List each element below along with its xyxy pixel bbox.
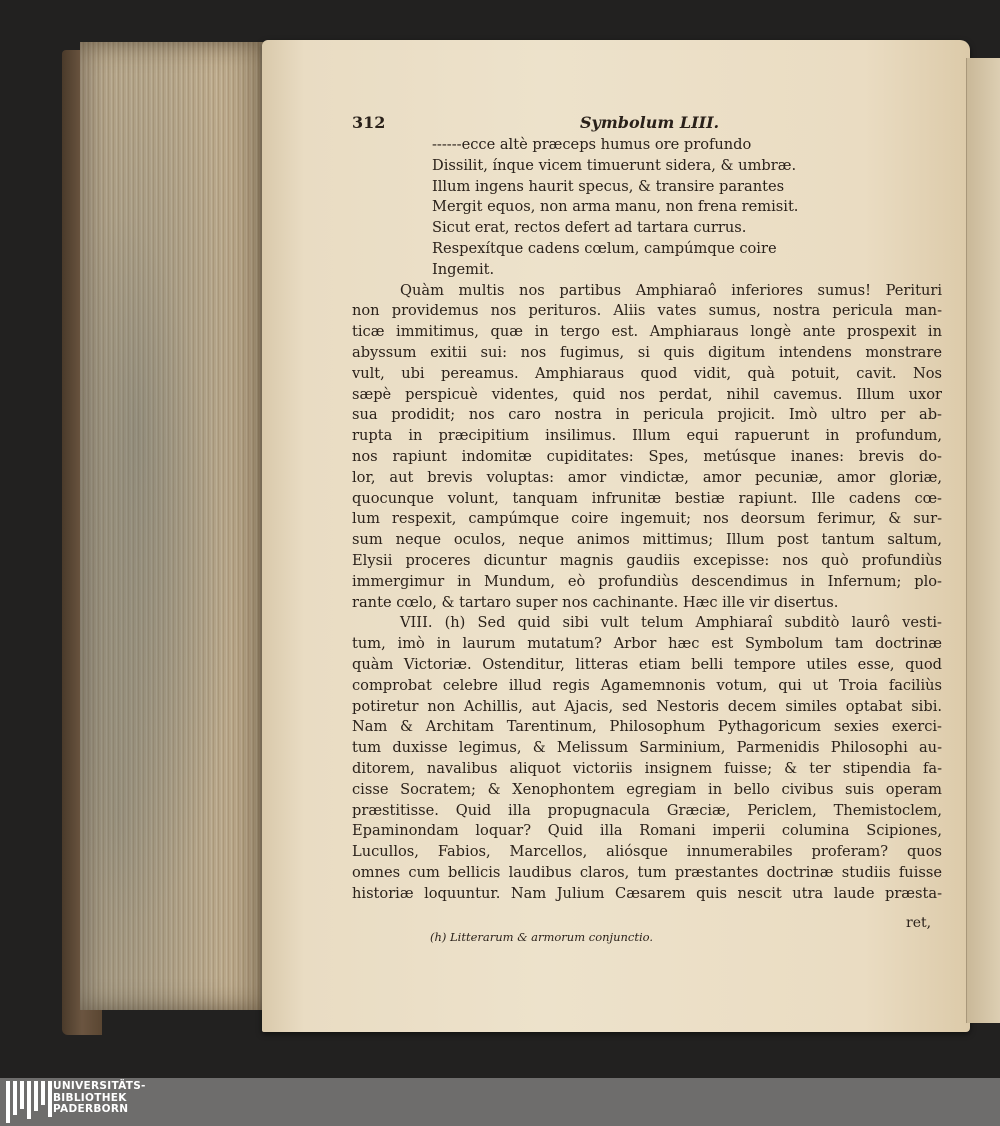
prose-line: historiæ loquuntur. Nam Julium Cæsarem quis nescit utra laude præsta-	[352, 884, 942, 902]
running-head: Symbolum LIII.	[580, 113, 720, 132]
prose-line: rante cœlo, & tartaro super nos cachinante. Hæc ille vir disertus.	[352, 593, 839, 611]
catchword: ret,	[906, 915, 932, 931]
verse-line: ------ecce altè præceps humus ore profundo	[432, 136, 752, 153]
prose-line: sum neque oculos, neque animos mittimus; Illum post tantum saltum,	[352, 531, 942, 549]
prose-line: immergimur in Mundum, eò profundiùs descendimus in Infernum; plo-	[352, 572, 942, 590]
verse-line: Respexítque cadens cœlum, campúmque coire	[432, 239, 777, 257]
prose-line: vult, ubi pereamus. Amphiaraus quod vidit, quà potuit, cavit. Nos	[352, 364, 942, 382]
prose-line: abyssum exitii sui: nos fugimus, si quis digitum intendens monstrare	[352, 343, 942, 361]
prose-line: cisse Socratem; & Xenophontem egregiam in bello civibus suis operam	[352, 780, 942, 798]
prose-line: potiretur non Achillis, aut Ajacis, sed Nestoris decem similes optabat sibi.	[352, 697, 942, 715]
prose-line: præstitisse. Quid illa propugnacula Græciæ, Periclem, Themistoclem,	[352, 801, 942, 819]
facing-page-edge	[966, 58, 1000, 1023]
library-footer-bar	[0, 1078, 1000, 1126]
verse-line: Ingemit.	[432, 260, 495, 278]
library-logo-text	[53, 1081, 146, 1116]
prose-line: lor, aut brevis voluptas: amor vindictæ, amor pecuniæ, amor gloriæ,	[352, 468, 942, 486]
prose-line: Quàm multis nos partibus Amphiaraô inferiores sumus! Perituri	[400, 281, 942, 299]
logo-line: BIBLIOTHEK	[53, 1091, 127, 1104]
verse-block	[352, 135, 942, 281]
page-text	[352, 113, 942, 904]
footnote: (h) Litterarum & armorum conjunctio.	[430, 930, 654, 944]
verse-line: Dissilit, ínque vicem timuerunt sidera, & umbræ.	[432, 156, 797, 174]
prose-line: ditorem, navalibus aliquot victoriis insignem fuisse; & ter stipendia fa-	[352, 759, 942, 777]
verse-line: Mergit equos, non arma manu, non frena remisit.	[432, 198, 799, 216]
prose-line: tum duxisse legimus, & Melissum Sarminium, Parmenidis Philosophi au-	[352, 739, 942, 757]
prose-line: comprobat celebre illud regis Agamemnonis votum, qui ut Troia faciliùs	[352, 676, 942, 694]
prose-line: Elysii proceres dicuntur magnis gaudiis excepisse: nos quò profundiùs	[352, 551, 942, 569]
prose-line: rupta in præcipitium insilimus. Illum equi rapuerunt in profundum,	[352, 427, 942, 445]
prose-line: omnes cum bellicis laudibus claros, tum præstantes doctrinæ studiis fuisse	[352, 863, 942, 881]
prose-line: quocunque volunt, tanquam infrunitæ bestiæ rapiunt. Ille cadens cœ-	[352, 489, 942, 507]
verse-line: Sicut erat, rectos defert ad tartara currus.	[432, 219, 747, 237]
prose-line: Lucullos, Fabios, Marcellos, aliósque innumerabiles proferam? quos	[352, 843, 942, 861]
logo-line: PADERBORN	[53, 1103, 129, 1115]
prose-line: Nam & Architam Tarentinum, Philosophum Pythagoricum sexies exerci-	[352, 718, 942, 736]
prose-line: VIII. (h) Sed quid sibi vult telum Amphiaraî subditò laurô vesti-	[400, 614, 942, 632]
page-header	[352, 113, 942, 135]
library-logo-icon	[6, 1081, 52, 1123]
prose-line: ticæ immitimus, quæ in tergo est. Amphiaraus longè ante prospexit in	[352, 323, 942, 341]
prose-line: quàm Victoriæ. Ostenditur, litteras etiam belli tempore utiles esse, quod	[352, 655, 942, 673]
logo-line: UNIVERSITÄTS-	[53, 1080, 146, 1092]
prose-line: sua prodidit; nos caro nostra in pericula projicit. Imò ultro per ab-	[352, 406, 942, 424]
page-number: 312	[352, 113, 386, 132]
prose-line: nos rapiunt indomitæ cupiditates: Spes, metúsque inanes: brevis do-	[352, 447, 942, 465]
page-block-edge	[80, 42, 270, 1010]
prose-line: sæpè perspicuè videntes, quid nos perdat, nihil cavemus. Illum uxor	[352, 385, 942, 403]
prose-block	[352, 281, 942, 905]
prose-line: non providemus nos perituros. Aliis vates sumus, nostra pericula man-	[352, 302, 942, 320]
prose-line: lum respexit, campúmque coire ingemuit; nos deorsum ferimur, & sur-	[352, 510, 942, 528]
prose-line: tum, imò in laurum mutatum? Arbor hæc est Symbolum tam doctrinæ	[352, 635, 942, 653]
verse-line: Illum ingens haurit specus, & transire parantes	[432, 177, 785, 195]
prose-line: Epaminondam loquar? Quid illa Romani imperii columina Scipiones,	[352, 822, 942, 840]
